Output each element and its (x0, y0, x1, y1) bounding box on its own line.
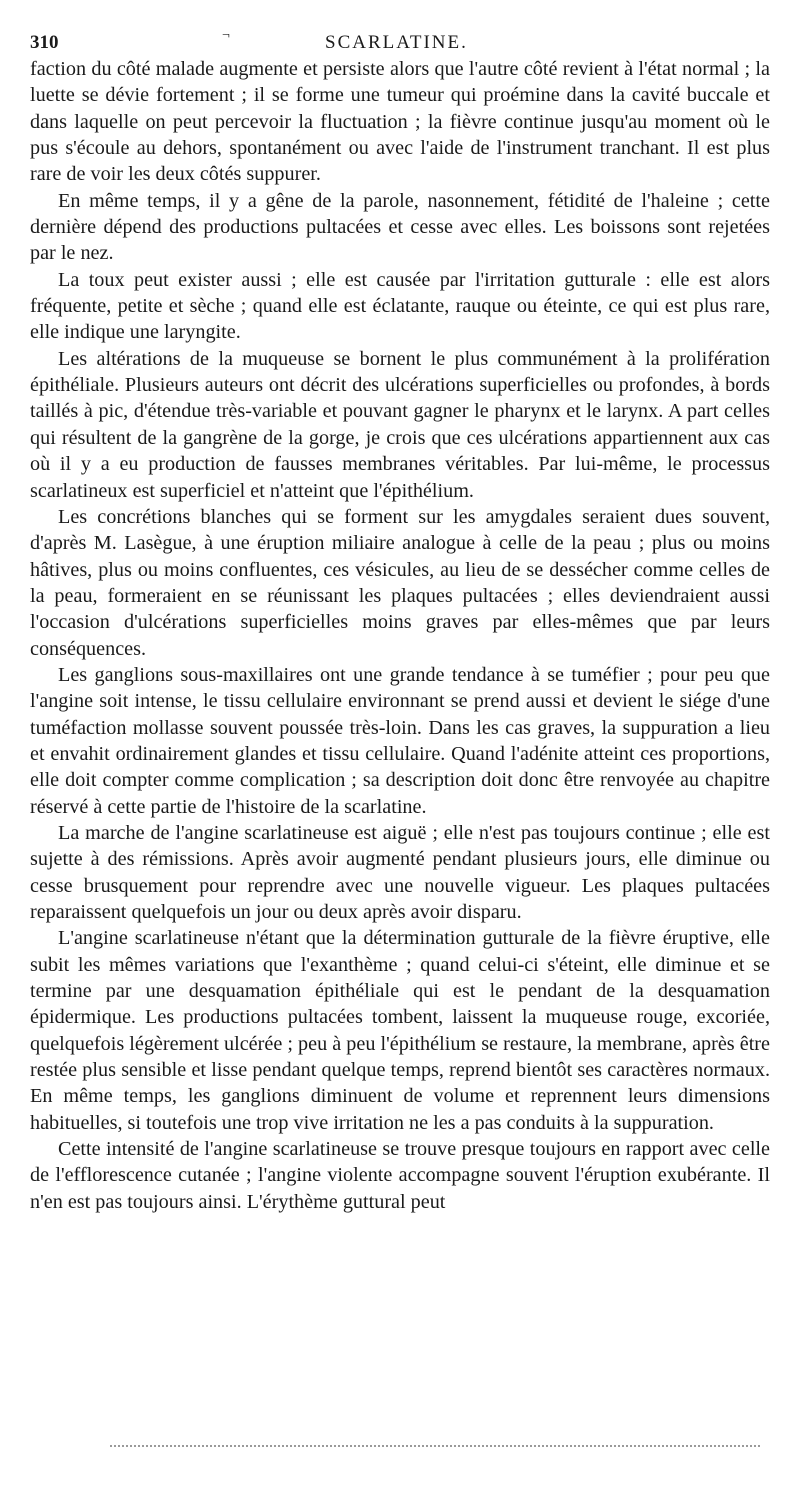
paragraph: Cette intensité de l'angine scarlatineuse se trouve presque toujours en rapport avec celle de l'efflorescence cutanée ; l'angine violente accompagne souvent l'éruption exubérante. Il n'en est pas toujours ainsi. L'érythème guttural peut (30, 1138, 770, 1213)
paragraph: Les altérations de la muqueuse se bornent le plus communément à la prolifération épithéliale. Plusieurs auteurs ont décrit des ulcérations superficielles ou profondes, à bords taillés à pic, d'étendue très-variable et pouvant gagner le pharynx et le larynx. A part celles qui résultent de la gangrène de la gorge, je crois que ces ulcérations appartiennent aux cas où il y a eu production de fausses membranes véritables. Par lui-même, le processus scarlatineux est superficiel et n'atteint que l'épithélium. (30, 347, 770, 502)
body-text (30, 56, 770, 1215)
page (30, 30, 770, 1215)
header-mark: ¬ (222, 28, 230, 43)
paragraph: faction du côté malade augmente et persiste alors que l'autre côté revient à l'état normal ; la luette se dévie fortement ; il se forme une tumeur qui proémine dans la cavité buccale et dans laquelle on peut percevoir la fluctuation ; la fièvre continue jusqu'au moment où le pus s'écoule au dehors, spontanément ou avec l'aide de l'instrument tranchant. Il est plus rare de voir les deux côtés suppurer. (30, 58, 770, 186)
paragraph: Les concrétions blanches qui se forment sur les amygdales seraient dues souvent, d'après M. Lasègue, à une éruption miliaire analogue à celle de la peau ; plus ou moins hâtives, plus ou moins confluentes, ces vésicules, au lieu de se dessécher comme celles de la peau, formeraient en se réunissant les plaques pultacées ; elles deviendraient aussi l'occasion d'ulcérations superficielles moins graves par elles-mêmes que par leurs conséquences. (30, 505, 770, 660)
footer-dotted-rule (110, 1445, 760, 1450)
paragraph: En même temps, il y a gêne de la parole, nasonnement, fétidité de l'haleine ; cette dernière dépend des productions pultacées et cesse avec elles. Les boissons sont rejetées par le nez. (30, 189, 770, 265)
paragraph: Les ganglions sous-maxillaires ont une grande tendance à se tuméfier ; pour peu que l'angine soit intense, le tissu cellulaire environnant se prend aussi et devient le siége d'une tuméfaction mollasse souvent poussée très-loin. Dans les cas graves, la suppuration a lieu et envahit ordinairement glandes et tissu cellulaire. Quand l'adénite atteint ces proportions, elle doit compter comme complication ; sa description doit donc être renvoyée au chapitre réservé à cette partie de l'histoire de la scarlatine. (30, 663, 770, 818)
running-head: SCARLATINE. (325, 32, 468, 53)
paragraph: La marche de l'angine scarlatineuse est aiguë ; elle n'est pas toujours continue ; elle est sujette à des rémissions. Après avoir augmenté pendant plusieurs jours, elle diminue ou cesse brusquement pour reprendre avec une nouvelle vigueur. Les plaques pultacées reparaissent quelquefois un jour ou deux après avoir disparu. (30, 821, 770, 923)
paragraph: La toux peut exister aussi ; elle est causée par l'irritation gutturale : elle est alors fréquente, petite et sèche ; quand elle est éclatante, rauque ou éteinte, ce qui est plus rare, elle indique une laryngite. (30, 268, 770, 344)
page-header (30, 30, 770, 56)
page-number: 310 (30, 32, 59, 53)
paragraph: L'angine scarlatineuse n'étant que la détermination gutturale de la fièvre éruptive, elle subit les mêmes variations que l'exanthème ; quand celui-ci s'éteint, elle diminue et se termine par une desquamation épithéliale qui est le pendant de la desquamation épidermique. Les productions pultacées tombent, laissent la muqueuse rouge, excoriée, quelquefois légèrement ulcérée ; peu à peu l'épithélium se restaure, la membrane, après être restée plus sensible et lisse pendant quelque temps, reprend bientôt ses caractères normaux. En même temps, les ganglions diminuent de volume et reprennent leurs dimensions habituelles, si toutefois une trop vive irritation ne les a pas conduits à la suppuration. (30, 927, 770, 1134)
